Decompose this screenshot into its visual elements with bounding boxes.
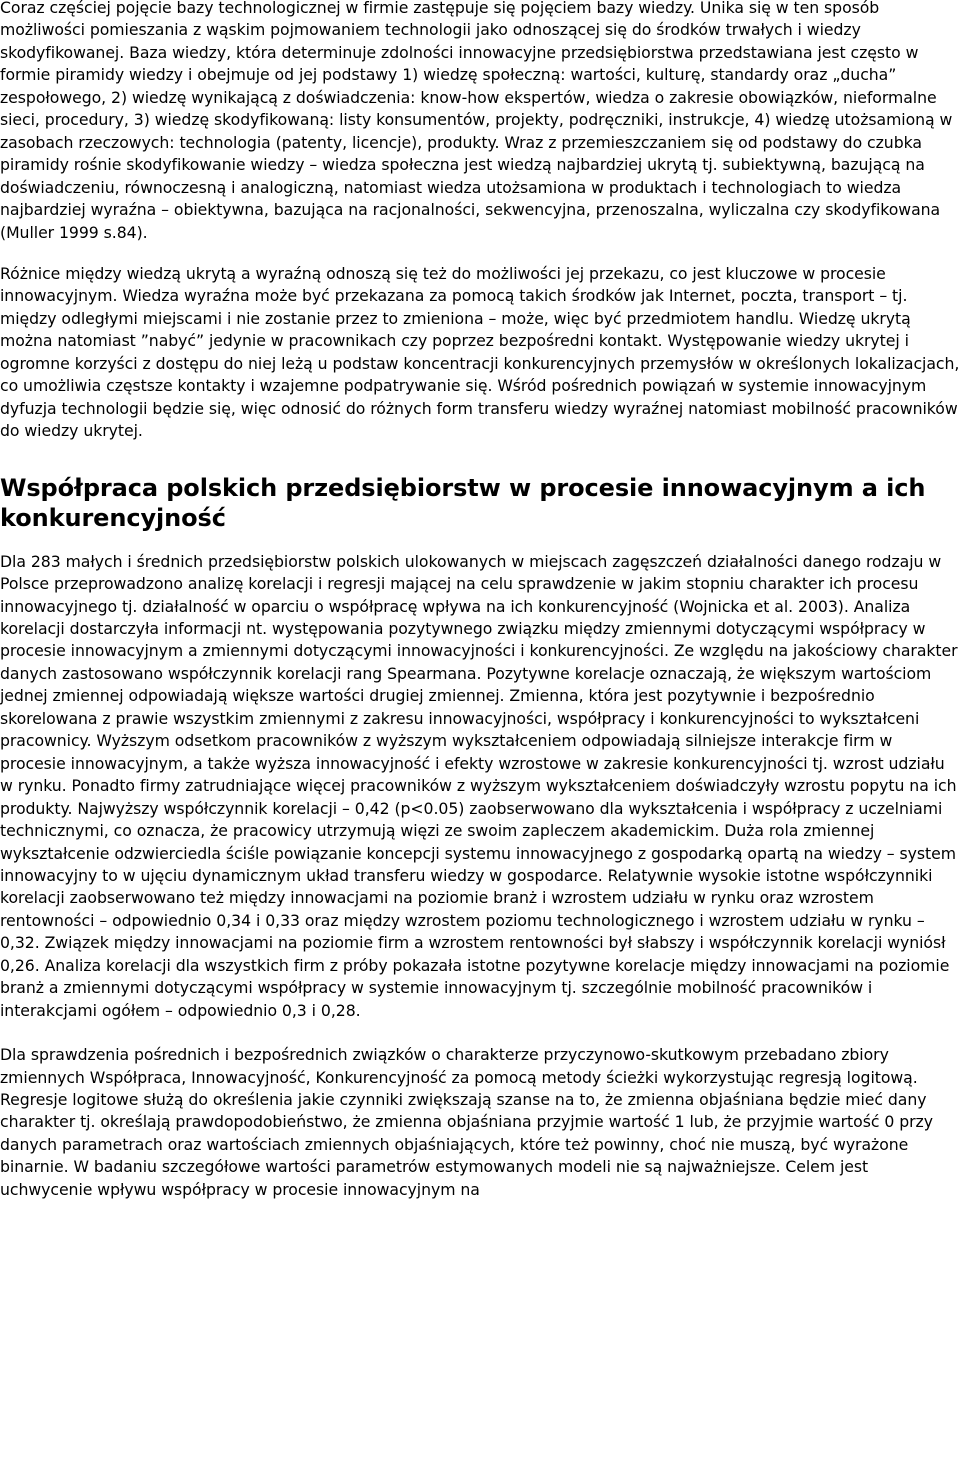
paragraph-logit-regression: Dla sprawdzenia pośrednich i bezpośrednich związków o charakterze przyczynowo-skutkowym przebadano zbiory zmiennych Współpraca, Innowacyjność, Konkurencyjność za pomocą metody ścieżki wykorzystując regresją logitową. Regresje logitowe służą do określenia jakie czynniki zwiększają szanse na to, że zmienna objaśniana będzie mieć dany charakter tj. określają prawdopodobieństwo, że zmienna objaśniana przyjmie wartość 1 lub, że przyjmie wartość 0 przy danych parametrach oraz wartościach zmiennych objaśniających, które też powinny, choć nie muszą, być wyrażone binarnie. W badaniu szczegółowe wartości parametrów estymowanych modeli nie są najważniejsze. Celem jest uchwycenie wpływu współpracy w procesie innowacyjnym na bbox=[0, 1045, 933, 1199]
section-heading: Współpraca polskich przedsiębiorstw w procesie innowacyjnym a ich konkurencyjność bbox=[0, 473, 926, 532]
paragraph-tacit-explicit-knowledge: Różnice między wiedzą ukrytą a wyraźną odnoszą się też do możliwości jej przekazu, co jest kluczowe w procesie innowacyjnym. Wiedza wyraźna może być przekazana za pomocą takich środków jak Internet, poczta, transport – tj. między odległymi miejscami i nie zostanie przez to zmieniona – może, więc być przedmiotem handlu. Wiedzę ukrytą można natomiast ”nabyć” jedynie w pracownikach czy poprzez bezpośredni kontakt. Występowanie wiedzy ukrytej i ogromne korzyści z dostępu do niej leżą u podstaw koncentracji konkurencyjnych przemysłów w określonych lokalizacjach, co umożliwia częstsze kontakty i wzajemne podpatrywanie się. Wśród pośrednich powiązań w systemie innowacyjnym dyfuzja technologii będzie się, więc odnosić do różnych form transferu wiedzy wyraźnej natomiast mobilność pracowników do wiedzy ukrytej. bbox=[0, 263, 960, 441]
paragraph-knowledge-base: Coraz częściej pojęcie bazy technologicznej w firmie zastępuje się pojęciem bazy wiedzy. Unika się w ten sposób możliwości pomieszania z wąskim pojmowaniem technologii jako odnoszącej się do środków trwałych i wiedzy skodyfikowanej. Baza wiedzy, która determinuje zdolności innowacyjne przedsiębiorstwa przedstawiana jest często w formie piramidy wiedzy i obejmuje od jej podstawy 1) wiedzę społeczną: wartości, kulturę, standardy oraz „ducha” zespołowego, 2) wiedzę wynikającą z doświadczenia: know-how ekspertów, wiedza o zakresie obowiązków, nieformalne sieci, procedury, 3) wiedzę skodyfikowaną: listy konsumentów, projekty, podręczniki, instrukcje, 4) wiedzę utożsamioną w zasobach rzeczowych: technologia (patenty, licencje), produkty. Wraz z przemieszczaniem się od podstawy do czubka piramidy rośnie skodyfikowanie wiedzy – wiedza społeczna jest wiedzą najbardziej ukrytą tj. subiektywną, bazującą na doświadczeniu, równoczesną i analogiczną, natomiast wiedza utożsamiona w produktach i technologiach to wiedza najbardziej wyraźna – obiektywna, bazująca na racjonalności, sekwencyjna, przenoszalna, wyliczalna czy skodyfikowana (Muller 1999 s.84). bbox=[0, 0, 953, 242]
paragraph-correlation-analysis: Dla 283 małych i średnich przedsiębiorstw polskich ulokowanych w miejscach zagęszczeń działalności danego rodzaju w Polsce przeprowadzono analizę korelacji i regresji mającej na celu sprawdzenie w jakim stopniu charakter ich procesu innowacyjnego tj. działalność w oparciu o współpracę wpływa na ich konkurencyjność (Wojnicka et al. 2003). Analiza korelacji dostarczyła informacji nt. występowania pozytywnego związku między zmiennymi dotyczącymi współpracy w procesie innowacyjnym a zmiennymi dotyczącymi innowacyjności i konkurencyjności. Ze względu na jakościowy charakter danych zastosowano współczynnik korelacji rang Spearmana. Pozytywne korelacje oznaczają, że większym wartościom jednej zmiennej odpowiadają większe wartości drugiej zmiennej. Zmienna, która jest pozytywnie i bezpośrednio skorelowana z prawie wszystkim zmiennymi z zakresu innowacyjności, współpracy i konkurencyjności to wykształceni pracownicy. Wyższym odsetkom pracowników z wyższym wykształceniem odpowiadają silniejsze interakcje firm w procesie innowacyjnym, a także wyższa innowacyjność i efekty wzrostowe w zakresie konkurencyjności tj. wzrost udziału w rynku. Ponadto firmy zatrudniające więcej pracowników z wyższym wykształceniem doświadczyły wzrostu popytu na ich produkty. Najwyższy współczynnik korelacji – 0,42 (p<0.05) zaobserwowano dla wykształcenia i współpracy z uczelniami technicznymi, co oznacza, że pracowicy utrzymują więzi ze swoim zapleczem akademickim. Duża rola zmiennej wykształcenie odzwierciedla ściśle powiązanie koncepcji systemu innowacyjnego z gospodarką opartą na wiedzy – system innowacyjny to w ujęciu dynamicznym układ transferu wiedzy w gospodarce. Relatywnie wysokie istotne współczynniki korelacji zaobserwowano też między innowacjami na poziomie branż i wzrostem udziału w rynku oraz wzrostem rentowności – odpowiednio 0,34 i 0,33 oraz między wzrostem poziomu technologicznego i wzrostem udziału w rynku – 0,32. Związek między innowacjami na poziomie firm a wzrostem rentowności był słabszy i współczynnik korelacji wyniósł 0,26. Analiza korelacji dla wszystkich firm z próby pokazała istotne pozytywne korelacje między innowacjami na poziomie branż a zmiennymi dotyczącymi współpracy w systemie innowacyjnym tj. szczególnie mobilność pracowników i interakcjami ogółem – odpowiednio 0,3 i 0,28. bbox=[0, 551, 958, 1020]
